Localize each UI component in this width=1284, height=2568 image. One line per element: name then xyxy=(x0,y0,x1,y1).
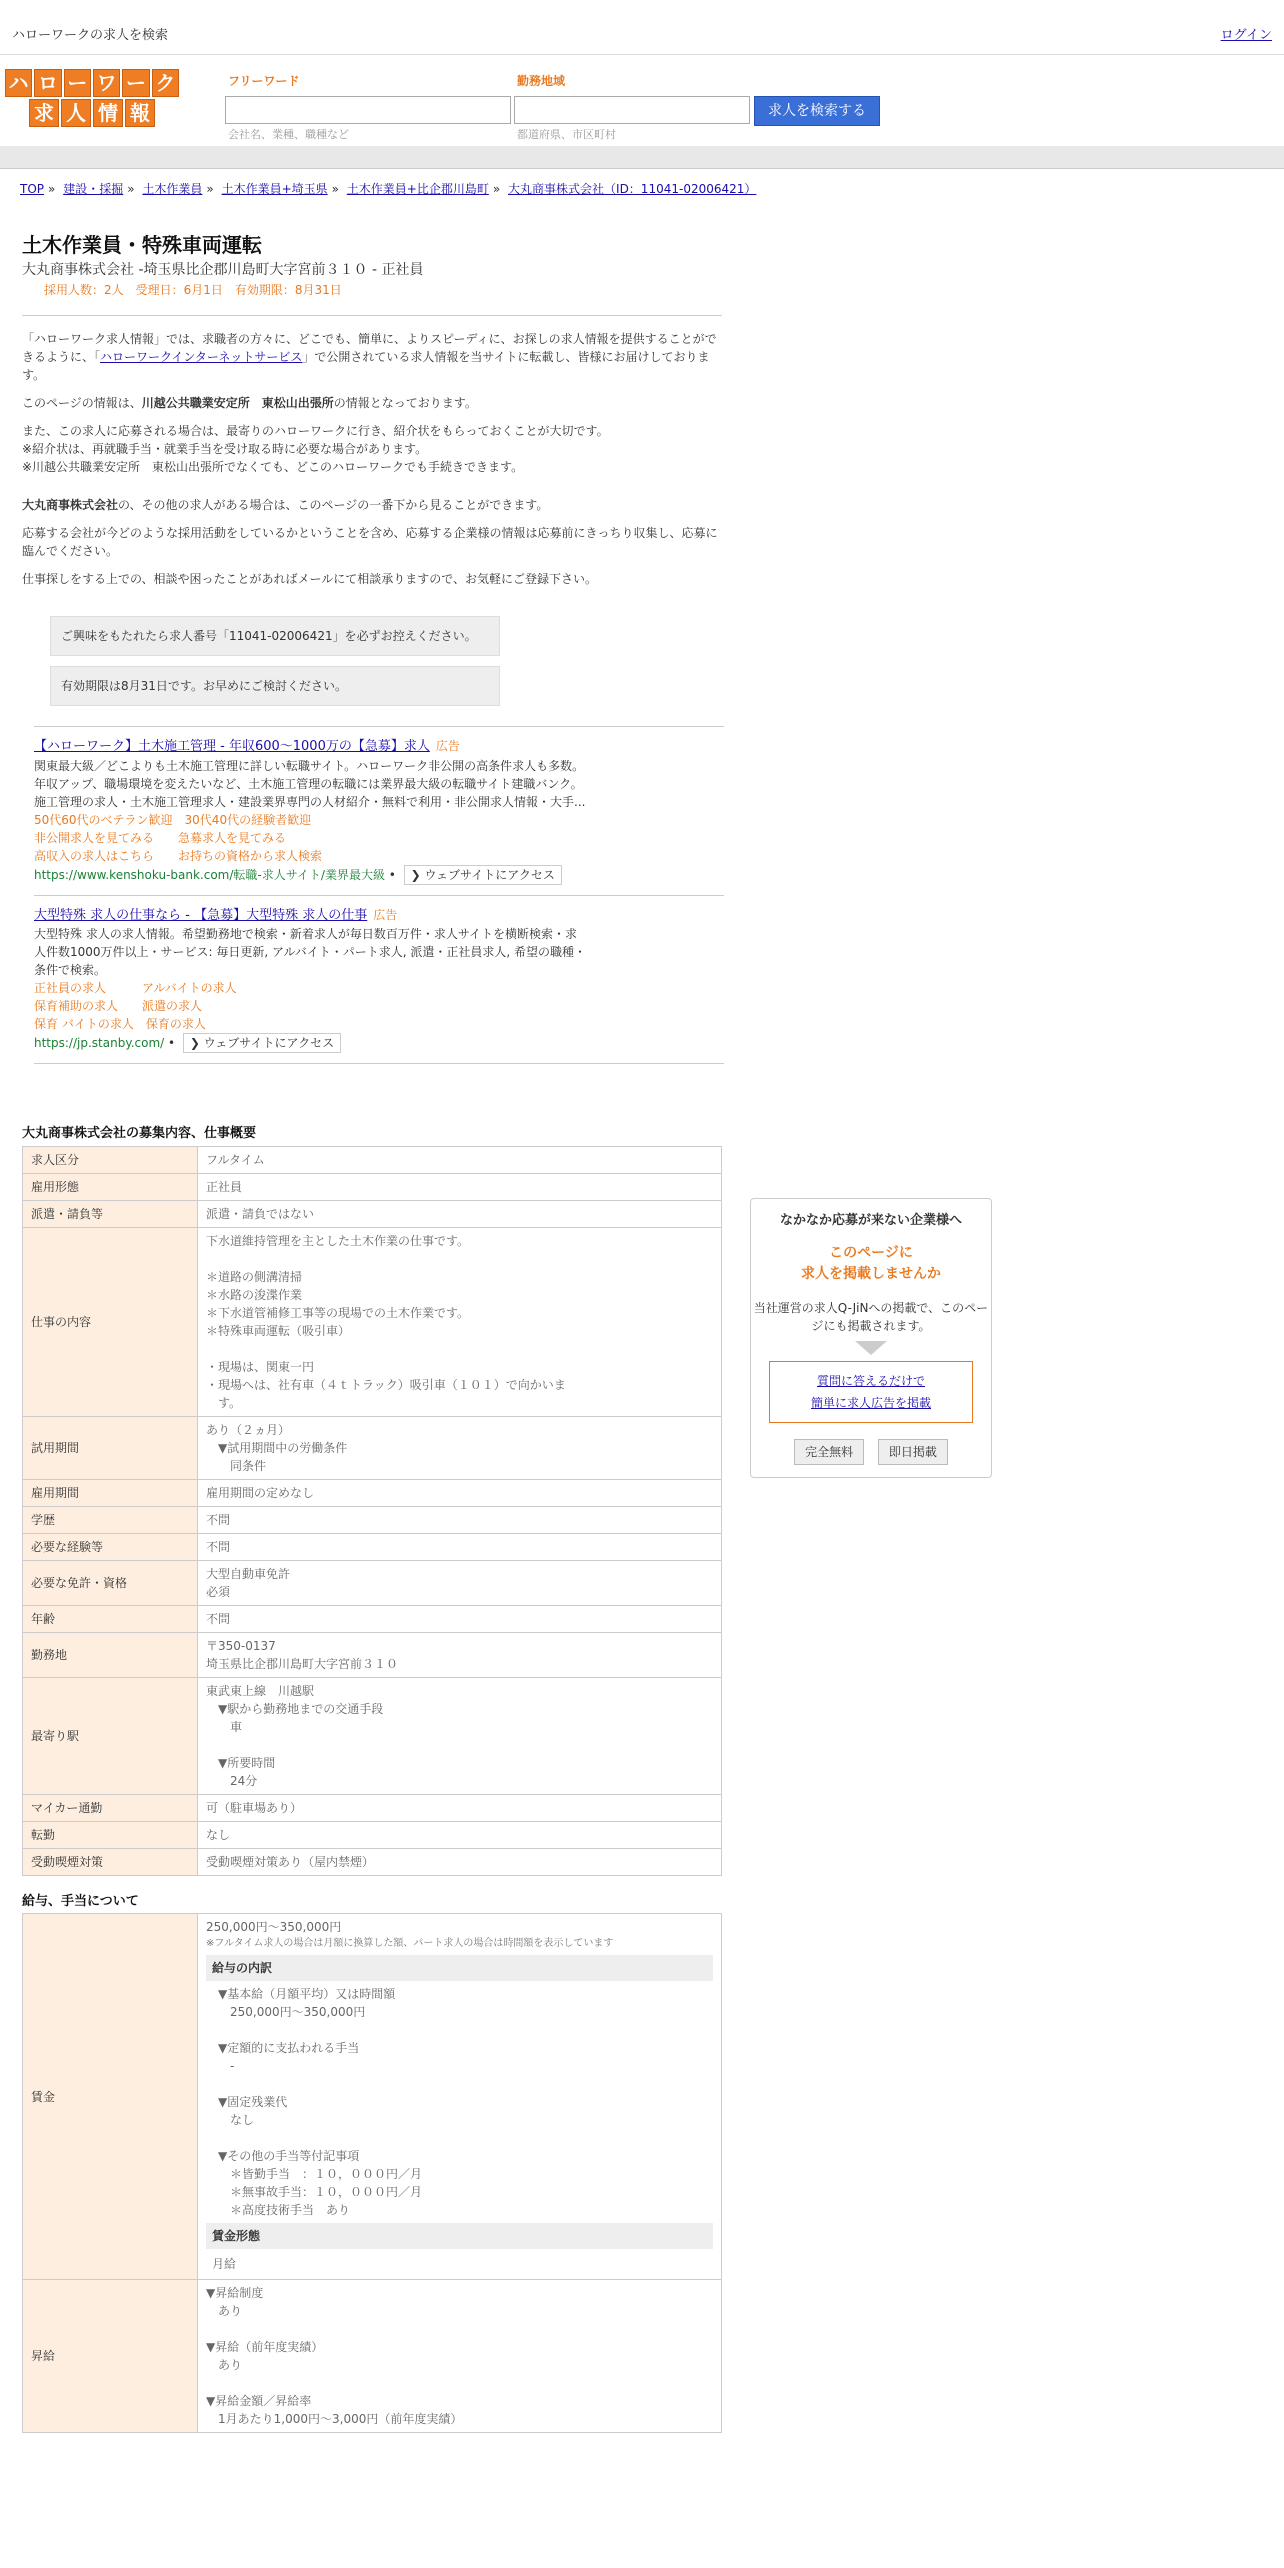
main-content xyxy=(22,230,722,2433)
promo-text: 当社運営の求人Q-JiNへの掲載で、このページにも掲載されます。 xyxy=(753,1300,989,1333)
wage-note: ※フルタイム求人の場合は月額に換算した額、パート求人の場合は時間額を表示しています xyxy=(206,1938,614,1949)
table-row xyxy=(23,1914,722,2280)
visit-website-button[interactable]: ❯ ウェブサイトにアクセス xyxy=(404,865,562,885)
row-label: 学歴 xyxy=(23,1506,198,1533)
divider xyxy=(34,1063,724,1124)
row-value: 派遣・請負ではない xyxy=(198,1200,722,1227)
row-value: 下水道維持管理を主とした土木作業の仕事です。 ＊道路の側溝清掃 ＊水路の浚渫作業 ＊下水道管補修工事等の現場での土木作業です。 ＊特殊車両運転（吸引車） ・現場は、関東一円 ・現場へは、社有車（４ｔトラック）吸引車（１０１）で向かいま す。 xyxy=(198,1227,722,1416)
promo-link[interactable]: 質問に答えるだけで xyxy=(816,1373,925,1388)
job-meta: 採用人数：2人 受理日：6月1日 有効期限：8月31日 xyxy=(44,283,342,297)
ad-sitelink[interactable]: 保育補助の求人 派遣の求人 xyxy=(34,999,203,1013)
row-label: 必要な免許・資格 xyxy=(23,1560,198,1605)
row-value: 不問 xyxy=(198,1506,722,1533)
row-label: 雇用期間 xyxy=(23,1479,198,1506)
site-title: ハローワークの求人を検索 xyxy=(12,28,169,43)
ad-desc: 年収アップ、職場環境を変えたいなど、土木施工管理の転職には業界最大級の転職サイト建職バンク。 xyxy=(34,776,583,791)
ad-title-link[interactable]: 大型特殊 求人の仕事なら - 【急募】大型特殊 求人の仕事 xyxy=(34,907,368,923)
table-row xyxy=(23,2280,722,2433)
ad-url[interactable]: https://jp.stanby.com/ xyxy=(34,1036,165,1050)
row-label: 試用期間 xyxy=(23,1416,198,1479)
row-label: 受動喫煙対策 xyxy=(23,1848,198,1875)
notice-text: ※紹介状は、再就職手当・就業手当を受け取る時に必要な場合があります。 xyxy=(22,442,428,456)
search-button[interactable]: 求人を検索する xyxy=(754,96,880,126)
other-jobs-text: 大丸商事株式会社の、その他の求人がある場合は、このページの一番下から見ることができます。 xyxy=(22,498,549,512)
wage-heading: 給与、手当について xyxy=(22,1893,139,1909)
row-label: 求人区分 xyxy=(23,1146,198,1173)
row-label: 必要な経験等 xyxy=(23,1533,198,1560)
ad-sitelink[interactable]: 正社員の求人 アルバイトの求人 xyxy=(34,981,237,995)
promo-links xyxy=(769,1361,973,1423)
wage-form-heading: 賃金形態 xyxy=(206,2223,713,2249)
row-value: 可（駐車場あり） xyxy=(198,1794,722,1821)
deadline-notice: 有効期限は8月31日です。お早めにご検討ください。 xyxy=(50,666,500,706)
hellowork-internet-link[interactable]: ハローワークインターネットサービス xyxy=(100,350,303,364)
details-table xyxy=(22,1146,722,1876)
breadcrumb-link[interactable]: 土木作業員 xyxy=(142,182,203,196)
raise-label: 昇給 xyxy=(23,2280,198,2433)
wage-label: 賃金 xyxy=(23,1914,198,2280)
raise-value: ▼昇給制度 あり ▼昇給（前年度実績） あり ▼昇給金額／昇給率 1月あたり1,000円〜3,000円（前年度実績） xyxy=(198,2280,722,2433)
row-label: 年齢 xyxy=(23,1605,198,1632)
freeword-label: フリーワード xyxy=(228,74,300,88)
top-bar xyxy=(0,0,1284,55)
row-label: 派遣・請負等 xyxy=(23,1200,198,1227)
ad-block: 大型特殊 求人の仕事なら - 【急募】大型特殊 求人の仕事 広告 大型特殊 求人の求人情報。希望勤務地で検索・新着求人が毎日数百万件・求人サイトを横断検索・求 人件数1000万件以上・サービス: 毎日更新, アルバイト・パート求人, 派遣・正社員求人, 希望の職種・ 条件で検索。 正社員の求人 アルバイトの求人 保育補助の求人 派遣の求人 保育 バイトの求人 保育の求人 https://jp.stanby.com/ • ❯ ウェブサイトにアクセス xyxy=(34,895,724,1064)
row-value: 東武東上線 川越駅 ▼駅から勤務地までの交通手段 車 ▼所要時間 24分 xyxy=(198,1677,722,1794)
row-label: 勤務地 xyxy=(23,1632,198,1677)
ad-desc: 関東最大級／どこよりも土木施工管理に詳しい転職サイト。ハローワーク非公開の高条件求人も多数。 xyxy=(34,758,585,773)
ad-desc: 人件数1000万件以上・サービス: 毎日更新, アルバイト・パート求人, 派遣・正社員求人, 希望の職種・ xyxy=(34,945,586,959)
table-row xyxy=(23,1848,722,1875)
row-label: 転勤 xyxy=(23,1821,198,1848)
divider xyxy=(22,315,722,316)
row-value: 雇用期間の定めなし xyxy=(198,1479,722,1506)
logo-char: 人 xyxy=(61,99,91,127)
divider-band xyxy=(0,146,1284,169)
logo-char: ロ xyxy=(34,69,61,97)
office-text: このページの情報は、川越公共職業安定所 東松山出張所の情報となっております。 xyxy=(22,396,477,410)
job-subtitle: 大丸商事株式会社 -埼玉県比企郡川島町大字宮前３１０ - 正社員 xyxy=(22,262,424,278)
table-row xyxy=(23,1533,722,1560)
breadcrumb-link[interactable]: TOP xyxy=(20,182,45,196)
row-value: 大型自動車免許 必須 xyxy=(198,1560,722,1605)
breakdown-heading: 給与の内訳 xyxy=(206,1955,713,1981)
promo-heading: なかなか応募が来ない企業様へ xyxy=(779,1213,962,1228)
ad-sitelink[interactable]: 50代60代のベテラン歓迎 30代40代の経験者歓迎 xyxy=(34,812,312,827)
wage-amount: 250,000円〜350,000円 xyxy=(206,1920,342,1934)
logo-char: 報 xyxy=(125,99,155,127)
breadcrumb: TOP » 建設・採掘 » 土木作業員 » 土木作業員+埼玉県 » 土木作業員+比企郡川島町 » 大丸商事株式会社（ID：11041-02006421） xyxy=(20,182,757,196)
table-row xyxy=(23,1479,722,1506)
row-label: 雇用形態 xyxy=(23,1173,198,1200)
promo-highlight: 求人を掲載しませんか xyxy=(801,1265,941,1282)
logo-char: 求 xyxy=(29,99,59,127)
table-row xyxy=(23,1821,722,1848)
ad-desc: 大型特殊 求人の求人情報。希望勤務地で検索・新着求人が毎日数百万件・求人サイトを横断検索・求 xyxy=(34,927,577,941)
ads-section xyxy=(34,726,724,1124)
row-label: 仕事の内容 xyxy=(23,1227,198,1416)
row-value: 正社員 xyxy=(198,1173,722,1200)
ad-desc: 施工管理の求人・土木施工管理求人・建設業界専門の人材紹介・無料で利用・非公開求人情報・大手... xyxy=(34,794,586,809)
area-label: 勤務地域 xyxy=(517,74,566,88)
row-value: あり（２ヵ月） ▼試用期間中の労働条件 同条件 xyxy=(198,1416,722,1479)
breadcrumb-link[interactable]: 建設・採掘 xyxy=(63,182,124,196)
logo-char: ハ xyxy=(5,69,32,97)
ad-desc: 条件で検索。 xyxy=(34,963,107,977)
logo-char: 情 xyxy=(93,99,123,127)
row-value: 不問 xyxy=(198,1533,722,1560)
ad-sitelink[interactable]: 保育 バイトの求人 保育の求人 xyxy=(34,1017,206,1031)
ad-tag: 広告 xyxy=(373,907,398,922)
area-hint: 都道府県、市区町村 xyxy=(517,128,616,141)
row-value: 〒350-0137 埼玉県比企郡川島町大字宮前３１０ xyxy=(198,1632,722,1677)
row-value: 不問 xyxy=(198,1605,722,1632)
down-arrow-icon xyxy=(855,1341,887,1355)
table-row xyxy=(23,1146,722,1173)
table-row xyxy=(23,1173,722,1200)
row-value: 受動喫煙対策あり（屋内禁煙） xyxy=(198,1848,722,1875)
advice-text: 応募する会社が今どのような採用活動をしているかということを含め、応募する企業様の情報は応募前にきっちり収集し、応募に臨んでください。 xyxy=(22,526,718,558)
area-input[interactable] xyxy=(514,96,750,124)
table-row xyxy=(23,1200,722,1227)
sidebar-promo xyxy=(750,1198,992,1478)
table-row xyxy=(23,1506,722,1533)
row-label: マイカー通勤 xyxy=(23,1794,198,1821)
table-row xyxy=(23,1794,722,1821)
visit-website-button[interactable]: ❯ ウェブサイトにアクセス xyxy=(183,1033,341,1053)
ad-sitelink[interactable]: 高収入の求人はこちら お持ちの資格から求人検索 xyxy=(34,848,323,863)
notice-text: また、この求人に応募される場合は、最寄りのハローワークに行き、紹介状をもらっておくことが大切です。 xyxy=(22,424,609,438)
ad-tag: 広告 xyxy=(435,739,460,753)
logo-char: ワ xyxy=(93,69,120,97)
table-row xyxy=(23,1416,722,1479)
intro-text: 「ハローワーク求人情報」では、求職者の方々に、どこでも、簡単に、よりスピーディに、お探しの求人情報を提供することができるように、「ハローワークインターネットサービス」で公開されている求人情報を当サイトに転載し、皆様にお届けしております。 xyxy=(22,332,717,382)
table-row xyxy=(23,1605,722,1632)
wage-breakdown: ▼基本給（月額平均）又は時間額 250,000円〜350,000円 ▼定額的に支払われる手当 - ▼固定残業代 なし ▼その他の手当等付記事項 ＊皆勤手当 ：１０，０００円／月 ＊無事故手当：１０，０００円／月 ＊高度技術手当 あり xyxy=(218,1987,423,2217)
job-number-notice: ご興味をもたれたら求人番号「11041-02006421」を必ずお控えください。 xyxy=(50,616,500,656)
login-link[interactable]: ログイン xyxy=(1220,28,1272,43)
table-row xyxy=(23,1227,722,1416)
page-title: 土木作業員・特殊車両運転 xyxy=(22,233,262,257)
wage-form: 月給 xyxy=(212,2257,237,2271)
logo-char: ー xyxy=(64,69,91,97)
promo-link[interactable]: 簡単に求人広告を掲載 xyxy=(810,1395,931,1410)
ad-title-link[interactable]: 【ハローワーク】土木施工管理 - 年収600～1000万の【急募】求人 xyxy=(34,739,430,754)
ad-block: 【ハローワーク】土木施工管理 - 年収600～1000万の【急募】求人 広告 関東最大級／どこよりも土木施工管理に詳しい転職サイト。ハローワーク非公開の高条件求人も多数。 年収アップ、職場環境を変えたいなど、土木施工管理の転職には業界最大級の転職サイト建職バンク。 施工管理の求人・土木施工管理求人・建設業界専門の人材紹介・無料で利用・非公開求人情報・大手... 50代60代のベテラン歓迎 30代40代の経験者歓迎 非公開求人を見てみる 急募求人を見てみる 高収入の求人はこちら お持ちの資格から求人検索 https://www.kenshoku-bank.com/転職-求人サイト/業界最大級 • ❯ ウェブサイトにアクセス xyxy=(34,726,724,895)
details-heading: 大丸商事株式会社の募集内容、仕事概要 xyxy=(22,1126,257,1141)
table-row xyxy=(23,1560,722,1605)
freeword-input[interactable] xyxy=(225,96,511,124)
consult-text: 仕事探しをする上での、相談や困ったことがあればメールにて相談承りますので、お気軽にご登録下さい。 xyxy=(22,572,598,586)
row-value: なし xyxy=(198,1821,722,1848)
logo-char: ク xyxy=(152,69,179,97)
promo-highlight: このページに xyxy=(829,1244,913,1261)
logo-char: ー xyxy=(122,69,149,97)
ad-url[interactable]: https://www.kenshoku-bank.com/転職-求人サイト/業界最大級 xyxy=(34,867,385,882)
free-button[interactable]: 完全無料 xyxy=(794,1439,864,1465)
wage-table xyxy=(22,1913,722,2433)
same-day-button[interactable]: 即日掲載 xyxy=(878,1439,948,1465)
breadcrumb-link[interactable]: 土木作業員+比企郡川島町 xyxy=(346,182,489,196)
breadcrumb-link[interactable]: 大丸商事株式会社（ID：11041-02006421） xyxy=(508,182,757,196)
breadcrumb-link[interactable]: 土木作業員+埼玉県 xyxy=(221,182,328,196)
ad-sitelink[interactable]: 非公開求人を見てみる 急募求人を見てみる xyxy=(34,830,287,845)
row-value: フルタイム xyxy=(198,1146,722,1173)
hellowork-logo[interactable] xyxy=(4,68,180,124)
row-label: 最寄り駅 xyxy=(23,1677,198,1794)
table-row xyxy=(23,1677,722,1794)
table-row xyxy=(23,1632,722,1677)
notice-text: ※川越公共職業安定所 東松山出張所でなくても、どこのハローワークでも手続きできます。 xyxy=(22,460,524,474)
freeword-hint: 会社名、業種、職種など xyxy=(228,128,349,141)
